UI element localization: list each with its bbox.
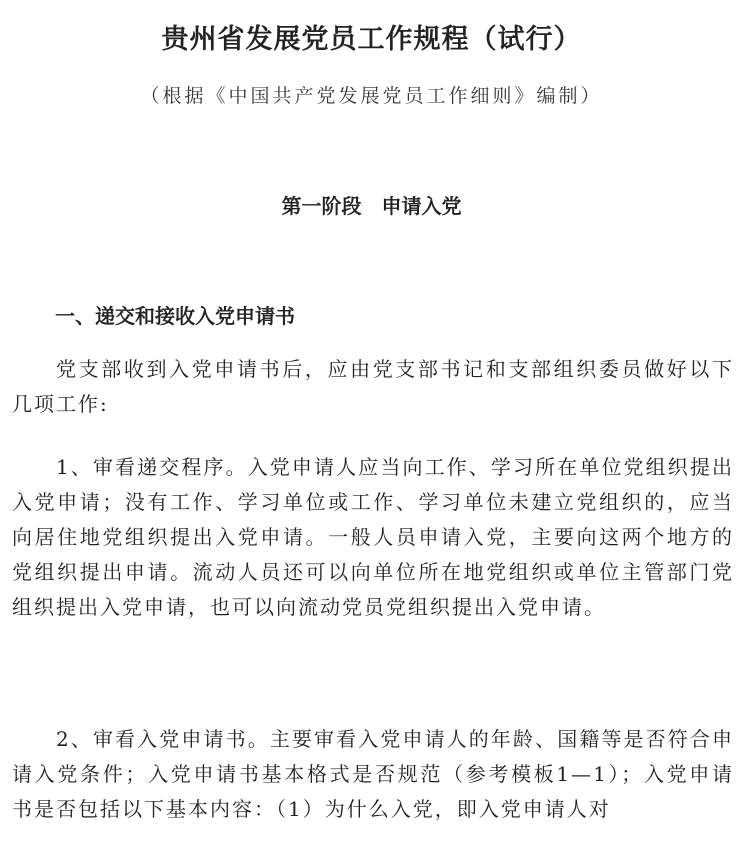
stage-heading: 第一阶段 申请入党 [281, 194, 462, 218]
paragraph-item-1: 1、审看递交程序。入党申请人应当向工作、学习所在单位党组织提出入党申请；没有工作、学习单位或工作、学习单位未建立党组织的，应当向居住地党组织提出入党申请。一般人员申请入党，主要向这两个地方的党组织提出申请。流动人员还可以向单位所在地党组织或单位主管部门党组织提出入党申请，也可以向流动党员党组织提出入党申请。 [12, 455, 734, 619]
paragraph-item-2: 2、审看入党申请书。主要审看入党申请人的年龄、国籍等是否符合申请入党条件；入党申请书基本格式是否规范（参考模板1—1）；入党申请书是否包括以下基本内容：（1）为什么入党，即入党申请人对 [12, 727, 734, 821]
document-title: 贵州省发展党员工作规程（试行） [161, 24, 582, 55]
section-heading: 一、递交和接收入党申请书 [55, 304, 295, 328]
paragraph-intro: 党支部收到入党申请书后，应由党支部书记和支部组织委员做好以下几项工作: [12, 357, 734, 416]
document-subtitle: （根据《中国共产党发展党员工作细则》编制） [140, 85, 603, 107]
